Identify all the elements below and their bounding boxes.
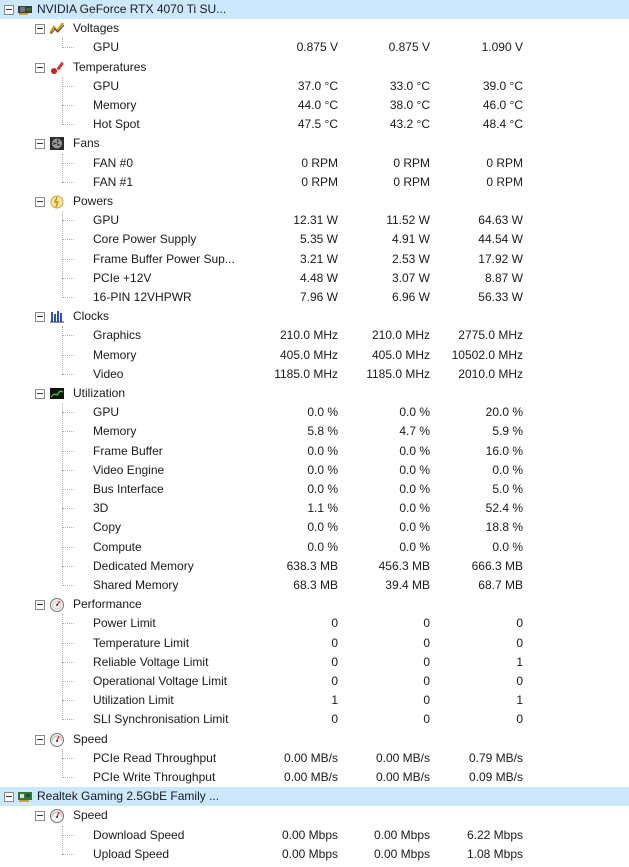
sensor-row[interactable] (0, 115, 629, 134)
min-value: 0.0 % (399, 462, 430, 477)
sensor-name: Hot Spot (93, 117, 140, 132)
tree-connector (62, 431, 74, 432)
tree-connector (62, 547, 74, 548)
min-value: 4.7 % (399, 424, 430, 439)
min-value: 33.0 °C (389, 78, 430, 93)
max-value: 0.0 % (492, 539, 523, 554)
sensor-name: GPU (93, 213, 120, 228)
max-value: 5.0 % (492, 482, 523, 496)
tree-connector (62, 681, 74, 682)
tree-connector (62, 86, 74, 87)
min-value: 0 RPM (393, 174, 430, 189)
current-value: 68.3 MB (293, 578, 338, 592)
max-value: 52.4 % (485, 501, 523, 516)
sensor-name: Power Limit (93, 616, 156, 631)
category-label: Speed (73, 731, 108, 746)
device-label: Realtek Gaming 2.5GbE Family ... (37, 789, 220, 804)
min-value: 0.00 Mbps (373, 827, 430, 842)
sensor-name: Compute (93, 539, 142, 554)
max-value: 0 RPM (486, 155, 523, 170)
min-value: 405.0 MHz (371, 347, 430, 362)
max-value: 2010.0 MHz (458, 366, 523, 381)
sensor-name: FAN #0 (93, 155, 134, 170)
sensor-name: Video Engine (93, 462, 165, 477)
max-value: 0 (516, 635, 523, 650)
max-value: 0.0 % (492, 462, 523, 477)
current-value: 0.0 % (307, 539, 338, 554)
sensor-row[interactable] (0, 38, 629, 57)
sensor-row[interactable] (0, 768, 629, 787)
tree-connector (62, 451, 74, 452)
category-label: Performance (73, 597, 142, 612)
current-value: 12.31 W (293, 213, 338, 228)
sensor-name: Frame Buffer Power Sup... (93, 251, 235, 266)
sensor-name: Frame Buffer (93, 443, 163, 458)
max-value: 1.090 V (481, 40, 523, 55)
min-value: 456.3 MB (378, 558, 430, 573)
tree-connector (62, 154, 63, 183)
max-value: 1 (516, 693, 523, 708)
collapse-toggle[interactable] (35, 735, 45, 745)
max-value: 0 (516, 674, 523, 688)
sensor-row[interactable] (0, 749, 629, 768)
sensor-name: Reliable Voltage Limit (93, 654, 209, 669)
min-value: 0 (423, 693, 430, 708)
tree-connector (62, 259, 74, 260)
sensor-name: 16-PIN 12VHPWR (93, 290, 192, 304)
sensor-row[interactable] (0, 480, 629, 499)
sensor-name: Dedicated Memory (93, 558, 194, 573)
speed-gauge-icon (49, 808, 65, 823)
current-value: 405.0 MHz (279, 347, 338, 362)
max-value: 20.0 % (485, 405, 523, 420)
sensor-row[interactable] (0, 365, 629, 384)
sensor-name: Operational Voltage Limit (93, 674, 228, 688)
tree-connector (62, 297, 74, 298)
tree-connector (62, 211, 63, 297)
current-value: 0.875 V (296, 40, 338, 55)
current-value: 1 (331, 693, 338, 708)
tree-connector (62, 623, 74, 624)
min-value: 39.4 MB (385, 578, 430, 592)
current-value: 0 (331, 654, 338, 669)
max-value: 0 (516, 712, 523, 727)
tree-connector (62, 835, 74, 836)
device-node[interactable] (0, 787, 629, 806)
sensor-row[interactable] (0, 442, 629, 461)
category-label: Clocks (73, 309, 110, 324)
tree-connector (62, 220, 74, 221)
current-value: 5.8 % (307, 424, 338, 439)
sensor-row[interactable] (0, 518, 629, 537)
tree-connector (62, 335, 74, 336)
utilization-icon (49, 386, 65, 401)
collapse-toggle[interactable] (35, 312, 45, 322)
min-value: 0.00 MB/s (375, 750, 430, 765)
network-card-icon (17, 789, 33, 804)
sensor-row[interactable] (0, 557, 629, 576)
tree-connector (62, 403, 63, 585)
sensor-name: Temperature Limit (93, 635, 190, 650)
sensor-name: GPU (93, 40, 120, 55)
tree-connector (62, 239, 74, 240)
collapse-toggle[interactable] (35, 24, 45, 34)
tree-connector (62, 614, 63, 720)
tree-connector (62, 662, 74, 663)
min-value: 0.0 % (399, 482, 430, 496)
gpu-card-icon (17, 2, 33, 17)
tree-connector (62, 508, 74, 509)
current-value: 3.21 W (299, 251, 338, 266)
min-value: 0.00 Mbps (373, 846, 430, 861)
min-value: 6.96 W (391, 290, 430, 304)
max-value: 46.0 °C (482, 98, 523, 112)
tree-connector (62, 77, 63, 125)
min-value: 0 (423, 654, 430, 669)
max-value: 5.9 % (492, 424, 523, 439)
performance-gauge-icon (49, 597, 65, 612)
category-node[interactable] (0, 134, 629, 153)
sensor-name: Memory (93, 347, 137, 362)
sensor-name: GPU (93, 78, 120, 93)
current-value: 0.00 Mbps (281, 827, 338, 842)
current-value: 0 (331, 712, 338, 727)
sensor-name: Memory (93, 424, 137, 439)
collapse-toggle[interactable] (4, 5, 14, 15)
sensor-name: 3D (93, 501, 109, 516)
current-value: 1185.0 MHz (274, 366, 338, 381)
sensor-name: Bus Interface (93, 482, 164, 496)
sensor-row[interactable] (0, 422, 629, 441)
current-value: 0.00 Mbps (281, 846, 338, 861)
sensor-row[interactable] (0, 173, 629, 192)
sensor-row[interactable] (0, 576, 629, 595)
sensor-name: Shared Memory (93, 578, 179, 592)
voltage-icon (49, 21, 65, 36)
tree-connector (62, 854, 74, 855)
max-value: 666.3 MB (471, 558, 523, 573)
max-value: 39.0 °C (482, 78, 523, 93)
tree-connector (62, 585, 74, 586)
min-value: 0 (423, 616, 430, 631)
sensor-row[interactable] (0, 499, 629, 518)
sensor-name: FAN #1 (93, 174, 134, 189)
max-value: 56.33 W (478, 290, 523, 304)
sensor-name: Download Speed (93, 827, 185, 842)
sensor-row[interactable] (0, 288, 629, 307)
sensor-name: Core Power Supply (93, 232, 197, 247)
tree-connector (62, 527, 74, 528)
sensor-name: Copy (93, 520, 122, 535)
current-value: 0 (331, 674, 338, 688)
current-value: 1.1 % (307, 501, 338, 516)
current-value: 0.00 MB/s (283, 750, 338, 765)
sensor-name: GPU (93, 405, 120, 420)
min-value: 210.0 MHz (371, 328, 430, 343)
category-label: Voltages (73, 21, 120, 36)
tree-connector (62, 470, 74, 471)
min-value: 2.53 W (391, 251, 430, 266)
current-value: 37.0 °C (297, 78, 338, 93)
current-value: 638.3 MB (286, 558, 338, 573)
current-value: 210.0 MHz (279, 328, 338, 343)
sensor-row[interactable] (0, 845, 629, 864)
collapse-toggle[interactable] (35, 197, 45, 207)
min-value: 0 (423, 712, 430, 727)
sensor-name: Utilization Limit (93, 693, 174, 708)
sensor-row[interactable] (0, 230, 629, 249)
min-value: 0 (423, 674, 430, 688)
category-node[interactable] (0, 58, 629, 77)
max-value: 0 (516, 616, 523, 631)
max-value: 64.63 W (478, 213, 523, 228)
sensor-row[interactable] (0, 672, 629, 691)
tree-connector (62, 719, 74, 720)
max-value: 8.87 W (484, 270, 523, 285)
max-value: 0.09 MB/s (468, 770, 523, 784)
sensor-row[interactable] (0, 653, 629, 672)
sensor-row[interactable] (0, 250, 629, 269)
max-value: 16.0 % (485, 443, 523, 458)
current-value: 4.48 W (299, 270, 338, 285)
category-node[interactable] (0, 19, 629, 38)
min-value: 0.00 MB/s (375, 770, 430, 784)
thermometer-icon (49, 60, 65, 75)
current-value: 0.00 MB/s (283, 770, 338, 784)
tree-connector (62, 47, 74, 48)
max-value: 17.92 W (478, 251, 523, 266)
tree-connector (62, 182, 74, 183)
sensor-row[interactable] (0, 154, 629, 173)
min-value: 38.0 °C (389, 98, 430, 112)
max-value: 10502.0 MHz (451, 347, 523, 362)
current-value: 0.0 % (307, 482, 338, 496)
max-value: 0.79 MB/s (468, 750, 523, 765)
current-value: 0 (331, 635, 338, 650)
min-value: 0.0 % (399, 405, 430, 420)
max-value: 48.4 °C (482, 117, 523, 132)
sensor-row[interactable] (0, 826, 629, 845)
min-value: 0.0 % (399, 443, 430, 458)
sensor-row[interactable] (0, 326, 629, 345)
min-value: 0.875 V (388, 40, 430, 55)
sensor-name: Video (93, 366, 124, 381)
min-value: 0.0 % (399, 520, 430, 535)
tree-connector (62, 566, 74, 567)
tree-connector (62, 826, 63, 855)
current-value: 5.35 W (299, 232, 338, 247)
current-value: 0.0 % (307, 443, 338, 458)
sensor-name: PCIe Read Throughput (93, 750, 217, 765)
sensor-row[interactable] (0, 614, 629, 633)
max-value: 44.54 W (478, 232, 523, 247)
min-value: 11.52 W (386, 213, 430, 228)
max-value: 1.08 Mbps (466, 846, 523, 861)
max-value: 0 RPM (486, 174, 523, 189)
sensor-name: Graphics (93, 328, 142, 343)
tree-connector (62, 105, 74, 106)
sensor-row[interactable] (0, 211, 629, 230)
tree-connector (62, 643, 74, 644)
tree-connector (62, 355, 74, 356)
category-label: Utilization (73, 386, 126, 400)
max-value: 68.7 MB (478, 578, 523, 592)
tree-connector (62, 124, 74, 125)
current-value: 0.0 % (307, 405, 338, 420)
tree-connector (62, 412, 74, 413)
tree-connector (62, 326, 63, 374)
collapse-toggle[interactable] (35, 600, 45, 610)
current-value: 0 RPM (301, 155, 338, 170)
collapse-toggle[interactable] (35, 139, 45, 149)
sensor-name: Memory (93, 98, 137, 112)
sensor-name: PCIe +12V (93, 270, 152, 285)
current-value: 0.0 % (307, 520, 338, 535)
min-value: 0.0 % (399, 501, 430, 516)
category-node[interactable] (0, 192, 629, 211)
category-label: Temperatures (73, 59, 147, 74)
category-node[interactable] (0, 595, 629, 614)
sensor-row[interactable] (0, 461, 629, 480)
min-value: 1185.0 MHz (366, 366, 430, 381)
tree-connector (62, 374, 74, 375)
device-label: NVIDIA GeForce RTX 4070 Ti SU... (37, 2, 227, 16)
sensor-name: SLI Synchronisation Limit (93, 712, 229, 727)
min-value: 43.2 °C (389, 117, 430, 132)
current-value: 7.96 W (299, 290, 338, 304)
fan-icon (49, 136, 65, 151)
max-value: 6.22 Mbps (466, 827, 523, 842)
min-value: 4.91 W (391, 232, 430, 247)
sensor-row[interactable] (0, 346, 629, 365)
sensor-row[interactable] (0, 710, 629, 729)
tree-connector (62, 700, 74, 701)
collapse-toggle[interactable] (4, 792, 14, 802)
current-value: 0 RPM (301, 174, 338, 189)
category-node[interactable] (0, 730, 629, 749)
power-icon (49, 194, 65, 209)
sensor-row[interactable] (0, 634, 629, 653)
current-value: 0.0 % (307, 462, 338, 477)
tree-connector (62, 758, 74, 759)
device-node[interactable] (0, 0, 629, 19)
sensor-row[interactable] (0, 691, 629, 710)
current-value: 44.0 °C (297, 98, 338, 112)
current-value: 0 (331, 616, 338, 631)
tree-connector (62, 777, 74, 778)
category-label: Speed (73, 808, 108, 823)
max-value: 2775.0 MHz (458, 328, 523, 343)
category-node[interactable] (0, 806, 629, 825)
category-label: Fans (73, 136, 100, 151)
tree-connector (62, 38, 63, 48)
category-node[interactable] (0, 384, 629, 403)
min-value: 0.0 % (399, 539, 430, 554)
tree-connector (62, 489, 74, 490)
sensor-row[interactable] (0, 96, 629, 115)
collapse-toggle[interactable] (35, 63, 45, 73)
speed-gauge-icon (49, 732, 65, 747)
tree-connector (62, 163, 74, 164)
category-label: Powers (73, 194, 114, 208)
sensor-name: PCIe Write Throughput (93, 770, 216, 784)
sensor-row[interactable] (0, 403, 629, 422)
tree-connector (62, 749, 63, 778)
sensor-row[interactable] (0, 77, 629, 96)
tree-connector (62, 278, 74, 279)
sensor-row[interactable] (0, 269, 629, 288)
current-value: 47.5 °C (297, 117, 338, 132)
clock-bars-icon (49, 309, 65, 324)
category-node[interactable] (0, 307, 629, 326)
min-value: 0 (423, 635, 430, 650)
min-value: 3.07 W (391, 270, 430, 285)
sensor-name: Upload Speed (93, 846, 170, 861)
min-value: 0 RPM (393, 155, 430, 170)
collapse-toggle[interactable] (35, 811, 45, 821)
collapse-toggle[interactable] (35, 389, 45, 399)
sensor-row[interactable] (0, 538, 629, 557)
max-value: 1 (516, 654, 523, 669)
max-value: 18.8 % (485, 520, 523, 535)
